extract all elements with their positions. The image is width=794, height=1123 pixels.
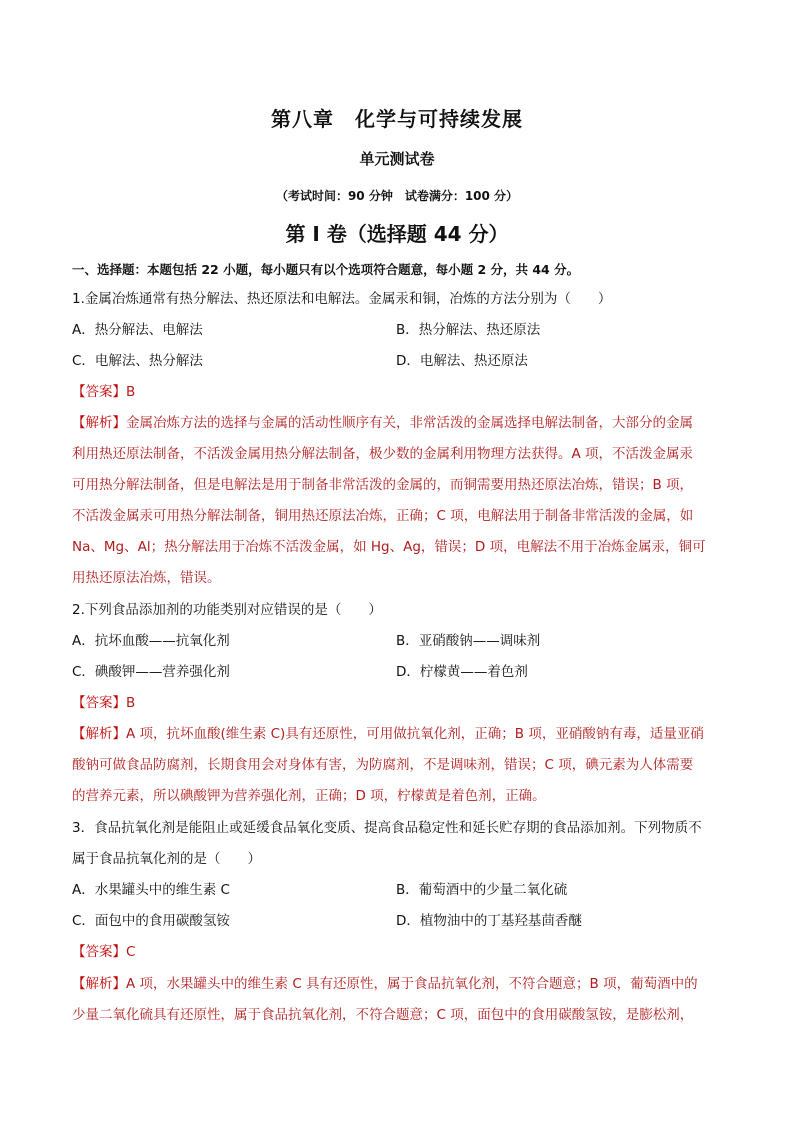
q3-stem: 属于食品抗氧化剂的是（ ） [72,851,261,867]
q2-analysis-line: 酸钠可做食品防腐剂，长期食用会对身体有害，为防腐剂，不是调味剂，错误；C 项，碘元素为人体需要 [72,757,694,773]
chapter-title: 第八章 化学与可持续发展 [271,107,523,131]
answer-value: B [126,384,136,400]
analysis-text: A 项，抗坏血酸(维生素 C)具有还原性，可用做抗氧化剂，正确；B 项，亚硝酸钠有毒，适量亚硝 [126,726,704,742]
q1-option-d: D．电解法、热还原法 [396,353,528,369]
q2-stem: 2.下列食品添加剂的功能类别对应错误的是（ ） [72,602,382,618]
q1-stem: 1.金属冶炼通常有热分解法、热还原法和电解法。金属汞和铜，冶炼的方法分别为（ ） [72,291,612,307]
q1-analysis-line: 可用热分解法制备，但是电解法是用于制备非常活泼的金属的，而铜需要用热还原法冶炼，错误；B 项， [72,477,694,493]
q2-option-d: D．柠檬黄——着色剂 [396,664,528,680]
answer-tag: 【答案】 [72,695,126,711]
q1-analysis-line: 用热还原法冶炼，错误。 [72,570,221,586]
q1-analysis-line: Na、Mg、Al；热分解法用于冶炼不活泼金属，如 Hg、Ag，错误；D 项，电解法不用于冶炼金属汞，铜可 [72,539,706,555]
q1-analysis-line: 利用热还原法制备，不活泼金属用热分解法制备，极少数的金属利用物理方法获得。A 项，不活泼金属汞 [72,446,694,462]
answer-value: C [126,944,136,960]
q1-answer [72,382,724,402]
q2-option-b: B．亚硝酸钠——调味剂 [396,633,541,649]
q1-option-b: B．热分解法、热还原法 [396,322,541,338]
test-subtitle: 单元测试卷 [359,150,435,168]
analysis-tag: 【解析】 [72,726,126,742]
answer-tag: 【答案】 [72,384,126,400]
q3-option-a: A．水果罐头中的维生素 C [72,882,230,898]
q2-option-c: C．碘酸钾——营养强化剂 [72,664,230,680]
q3-answer [72,942,724,962]
analysis-text: A 项，水果罐头中的维生素 C 具有还原性，属于食品抗氧化剂，不符合题意；B 项，葡萄酒中的 [126,976,698,992]
analysis-tag: 【解析】 [72,976,126,992]
q3-stem: 3．食品抗氧化剂是能阻止或延缓食品氧化变质、提高食品稳定性和延长贮存期的食品添加剂。下列物质不 [72,820,702,836]
q3-analysis-line: 少量二氧化硫具有还原性，属于食品抗氧化剂，不符合题意；C 项，面包中的食用碳酸氢铵，是膨松剂， [72,1007,694,1023]
q3-option-c: C．面包中的食用碳酸氢铵 [72,913,230,929]
q2-analysis-line [72,724,724,744]
q1-option-c: C．电解法、热分解法 [72,353,203,369]
q1-analysis-line [72,413,724,433]
q2-answer [72,693,724,713]
section-instructions: 一、选择题：本题包括 22 小题，每小题只有以个选项符合题意，每小题 2 分，共 44 分。 [72,262,580,277]
q2-option-a: A．抗坏血酸——抗氧化剂 [72,633,230,649]
q1-analysis-line: 不活泼金属汞可用热分解法制备，铜用热还原法冶炼，正确；C 项，电解法用于制备非常活泼的金属，如 [72,508,694,524]
exam-info: （考试时间：90 分钟 试卷满分：100 分） [275,189,519,203]
analysis-tag: 【解析】 [72,415,126,431]
q2-analysis-line: 的营养元素，所以碘酸钾为营养强化剂，正确；D 项，柠檬黄是着色剂，正确。 [72,788,546,804]
part-title: 第 I 卷（选择题 44 分） [285,222,509,246]
answer-tag: 【答案】 [72,944,126,960]
q1-option-a: A．热分解法、电解法 [72,322,203,338]
q3-analysis-line [72,974,724,994]
analysis-text: 金属冶炼方法的选择与金属的活动性顺序有关，非常活泼的金属选择电解法制备，大部分的金属 [126,415,693,431]
q3-option-b: B．葡萄酒中的少量二氧化硫 [396,882,568,898]
q3-option-d: D．植物油中的丁基羟基茴香醚 [396,913,582,929]
answer-value: B [126,695,136,711]
